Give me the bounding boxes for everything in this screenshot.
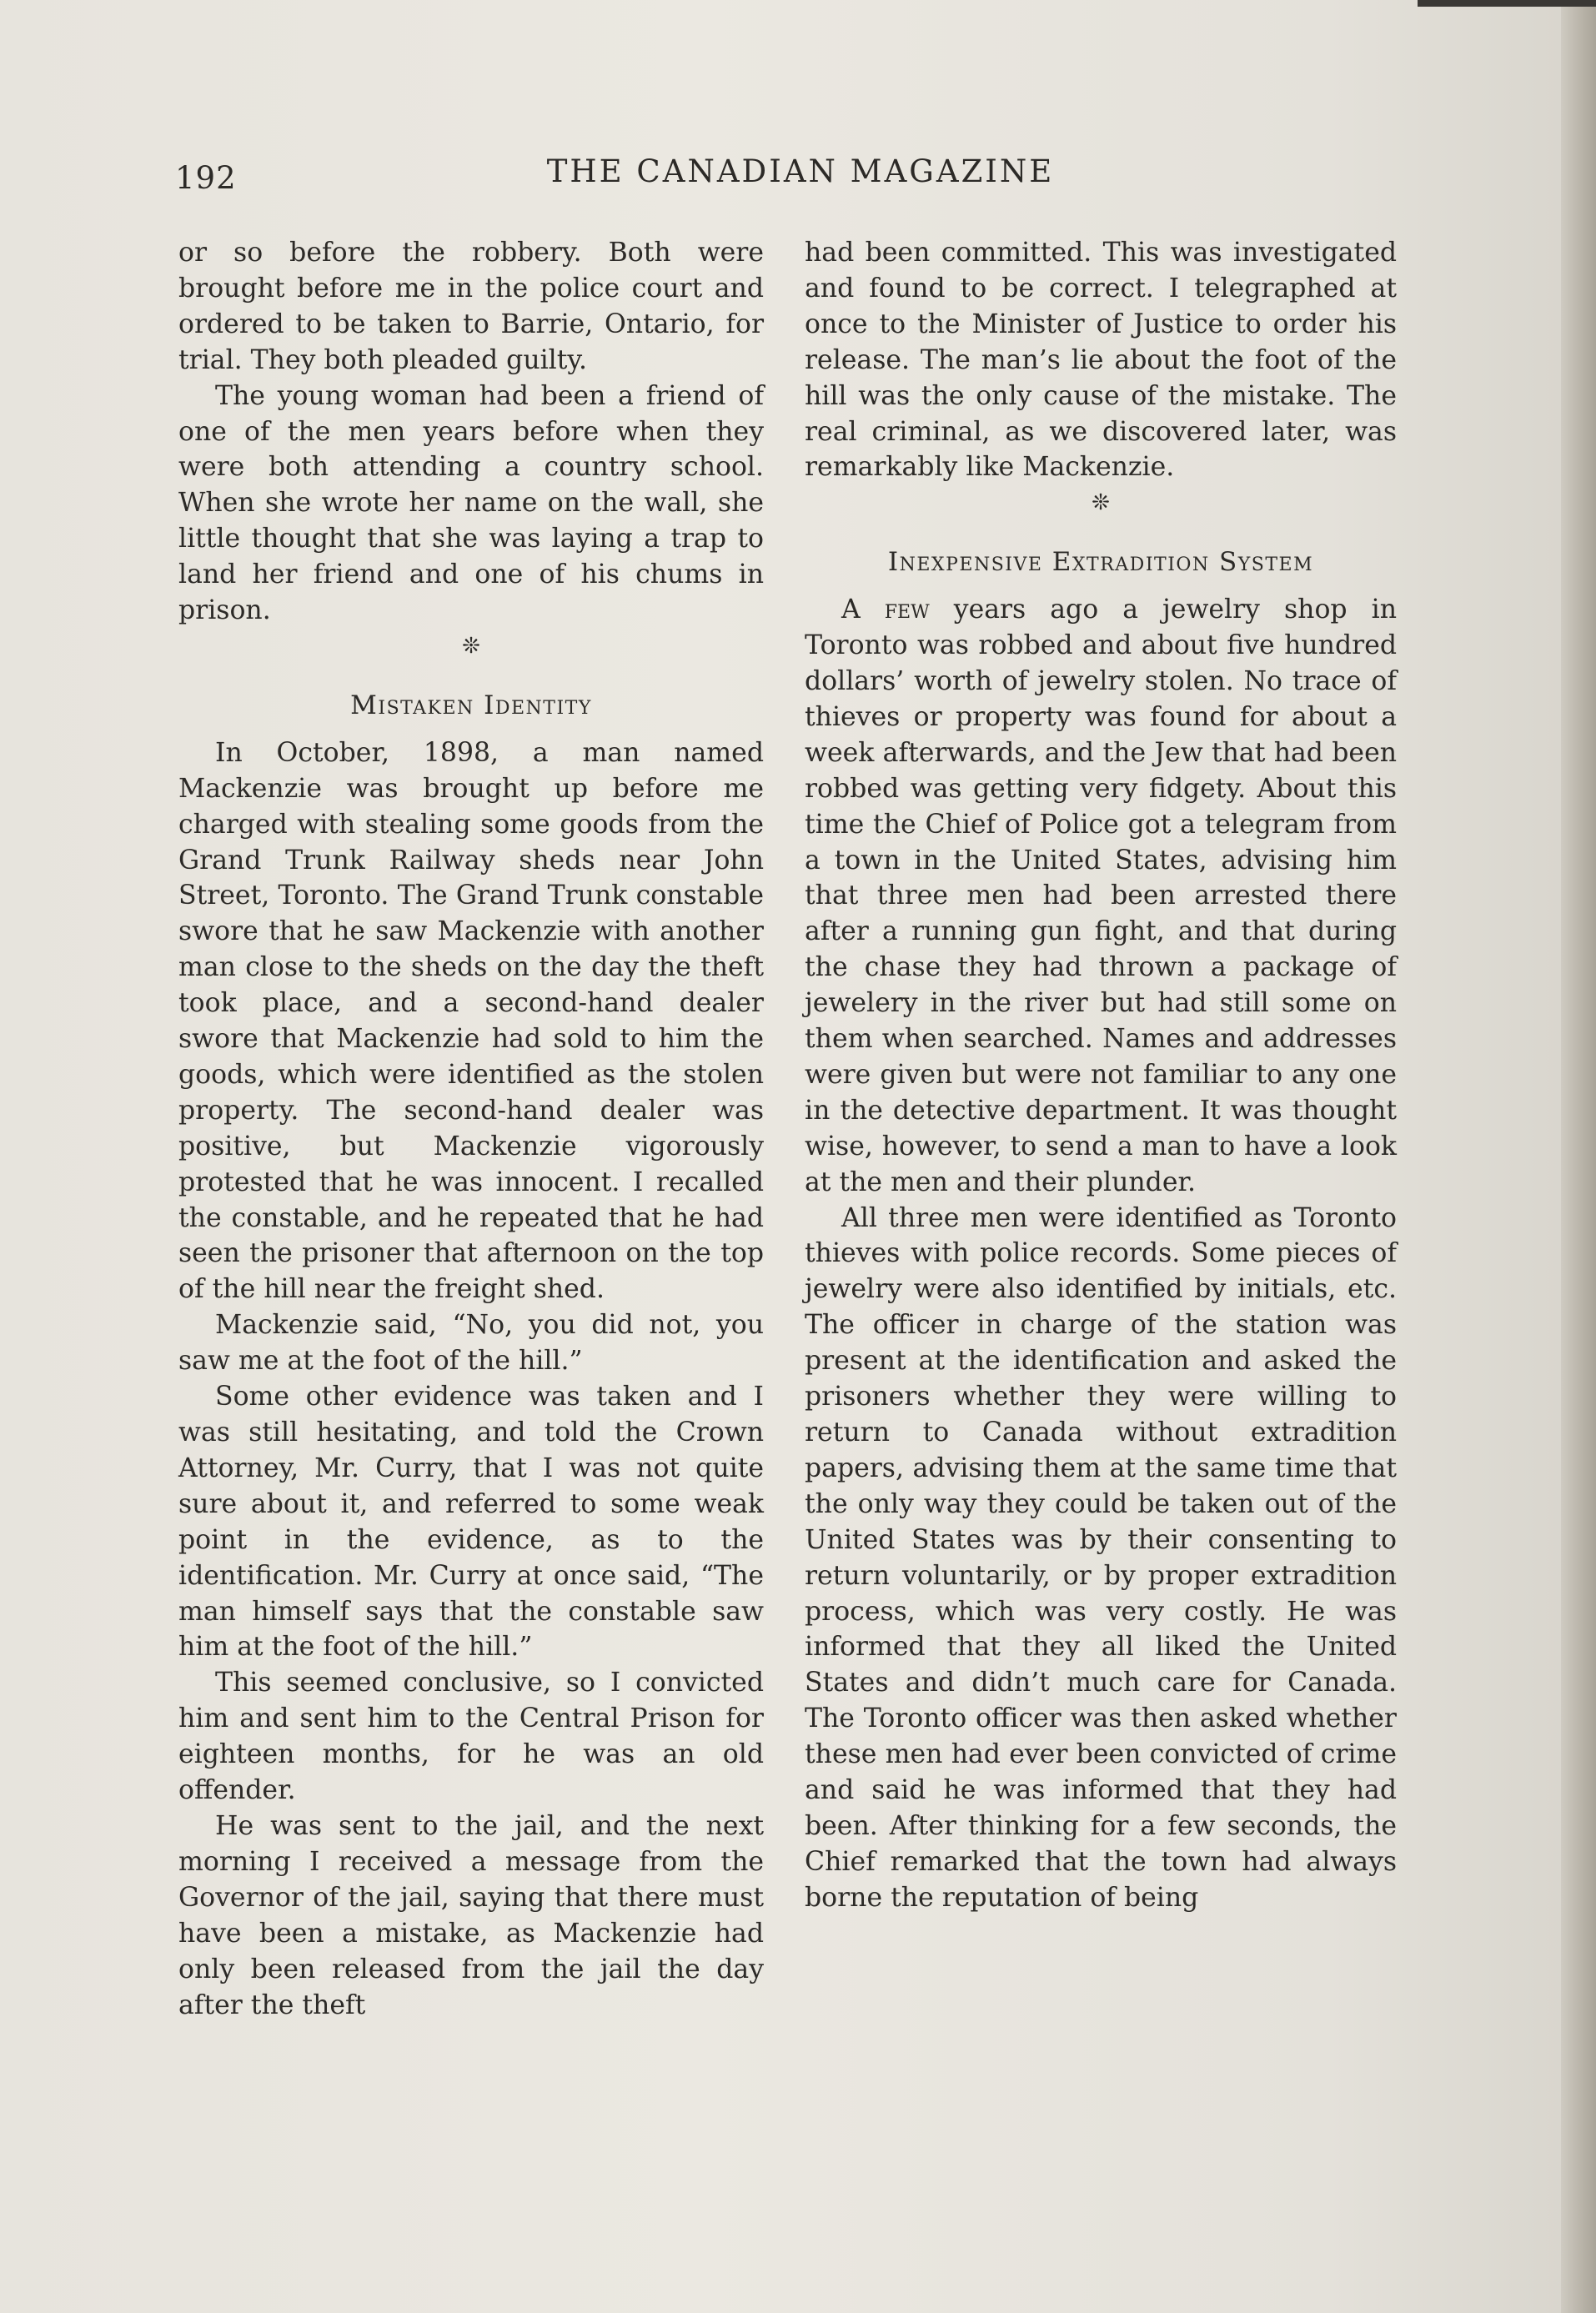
paragraph: He was sent to the jail, and the next morning I received a message from the Governor of the jail, saying that there must have been a mistake, as Mackenzie had only been released from the jail the day after the theft xyxy=(178,1810,764,2020)
page-corner-dark xyxy=(1418,0,1596,7)
paragraph: had been committed. This was investigated and found to be correct. I telegraphed at once to the Minister of Justice to order his release. The man’s lie about the foot of the hill was the only cause of the mistake. The real criminal, as we discovered later, was remarkably like Mackenzie. xyxy=(805,238,1397,483)
paragraph: Mackenzie said, “No, you did not, you saw me at the foot of the hill.” xyxy=(178,1310,764,1377)
page-edge-shadow xyxy=(1561,0,1596,2313)
paragraph-lead-in: A few xyxy=(841,595,930,625)
section-heading-mistaken-identity: Mistaken Identity xyxy=(350,690,592,720)
paragraph: or so before the robbery. Both were brought before me in the police court and ordered to be taken to Barrie, Ontario, for trial. They both pleaded guilty. xyxy=(178,238,764,375)
page-number: 192 xyxy=(175,160,237,196)
paragraph: The young woman had been a friend of one of the men years before when they were both attending a country school. When she wrote her name on the wall, she little thought that she was laying a trap to land her friend and one of his chums in prison. xyxy=(178,380,764,626)
section-heading-extradition: Inexpensive Extradition System xyxy=(887,547,1314,578)
paragraph xyxy=(805,592,1397,1200)
section-divider-ornament: ❊ xyxy=(462,633,480,659)
section-divider-ornament: ❊ xyxy=(1092,490,1110,516)
right-column xyxy=(805,235,1397,1916)
running-title: THE CANADIAN MAGAZINE xyxy=(546,153,1055,189)
paragraph: All three men were identified as Toronto thieves with police records. Some pieces of jewelry were also identified by initials, etc. The officer in charge of the station was present at the identification and asked the prisoners whether they were willing to return to Canada without extradition papers, advising them at the same time that the only way they could be taken out of the United States was by their consenting to return voluntarily, or by proper extradition process, which was very costly. He was informed that they all liked the United States and didn’t much care for Canada. The Toronto officer was then asked whether these men had ever been convicted of crime and said he was informed that they had been. After thinking for a few seconds, the Chief remarked that the town had always borne the reputation of being xyxy=(805,1202,1397,1913)
paragraph: Some other evidence was taken and I was still hesitating, and told the Crown Attorney, Mr. Curry, that I was not quite sure about it, and referred to some weak point in the evidence, as to the identification. Mr. Curry at once said, “The man himself says that the constable saw him at the foot of the hill.” xyxy=(178,1382,764,1663)
paragraph: This seemed conclusive, so I convicted him and sent him to the Central Prison for eighteen months, for he was an old offender. xyxy=(178,1668,764,1806)
left-column xyxy=(178,235,764,2023)
paragraph: In October, 1898, a man named Mackenzie was brought up before me charged with stealing some goods from the Grand Trunk Railway sheds near John Street, Toronto. The Grand Trunk constable swore that he saw Mackenzie with another man close to the sheds on the day the theft took place, and a second-hand dealer swore that Mackenzie had sold to him the goods, which were identified as the stolen property. The second-hand dealer was positive, but Mackenzie vigorously protested that he was innocent. I recalled the constable, and he repeated that he had seen the prisoner that afternoon on the top of the hill near the freight shed. xyxy=(178,737,764,1305)
paragraph-body: years ago a jewelry shop in Toronto was robbed and about five hundred dollars’ worth of jewelry stolen. No trace of thieves or property was found for about a week afterwards, and the Jew that had been robbed was getting very fidgety. About this time the Chief of Police got a telegram from a town in the United States, advising him that three men had been arrested there after a running gun fight, and that during the chase they had thrown a package of jewelery in the river but had still some on them when searched. Names and addresses were given but were not familiar to any one in the detective department. It was thought wise, however, to send a man to have a look at the men and their plunder. xyxy=(805,595,1397,1197)
